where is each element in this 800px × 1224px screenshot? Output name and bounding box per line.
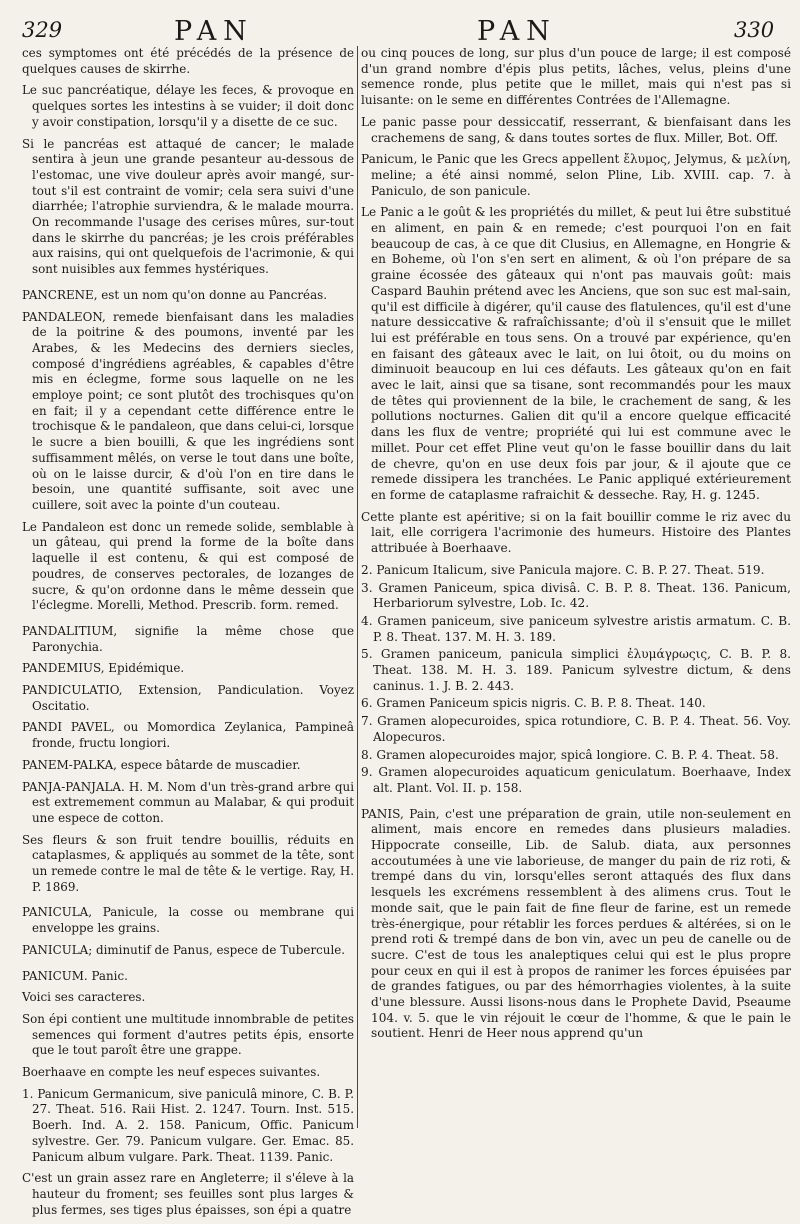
- paragraph: Cette plante est apéritive; si on la fait bouillir comme le riz avec du lait, elle corrigera l'acrimonie des humeurs. Histoire des Plantes attribuée à Boerhaave.: [361, 509, 791, 556]
- entry-panja-panjala: PANJA-PANJALA. H. M. Nom d'un très-grand arbre qui est extremement commun au Malabar, & qui produit une espece de cotton.: [22, 779, 354, 825]
- species-item: 5. Gramen paniceum, panicula simplici ἐλυμάγρωςις, C. B. P. 8. Theat. 138. M. H. 3. 189. Panicum sylvestre dictum, & dens caninus. 1. J. B. 2. 443.: [361, 647, 791, 693]
- species-item: 8. Gramen alopecuroides major, spicâ longiore. C. B. P. 4. Theat. 58.: [361, 747, 779, 762]
- species-item: 3. Gramen Paniceum, spica divisâ. C. B. P. 8. Theat. 136. Panicum, Herbariorum sylvestre, Lob. Ic. 42.: [361, 580, 791, 611]
- species-item: 6. Gramen Paniceum spicis nigris. C. B. P. 8. Theat. 140.: [361, 696, 706, 711]
- paragraph: Panicum, le Panic que les Grecs appellent ἔλυμος, Jelymus, & μελίνη, meline; a été ainsi nommé, selon Pline, Lib. XVIII. cap. 7. à Paniculo, de son panicule.: [361, 152, 791, 198]
- paragraph: C'est un grain assez rare en Angleterre; il s'éleve à la hauteur du froment; ses feuilles sont plus larges & plus fermes, ses tiges plus épaisses, son épi a quatre: [22, 1171, 354, 1217]
- entry-panicum: PANICUM. Panic.: [22, 968, 128, 983]
- species-item: 9. Gramen alopecuroides aquaticum geniculatum. Boerhaave, Index alt. Plant. Vol. II. p. 158.: [361, 765, 791, 795]
- entry-pandalitium: PANDALITIUM, signifie la même chose que Paronychia.: [22, 623, 354, 654]
- paragraph: Son épi contient une multitude innombrable de petites semences qui forment d'autres petits épis, ensorte que le tout paroît être une grappe.: [22, 1011, 354, 1058]
- paragraph: ces symptomes ont été précédés de la présence de quelques causes de skirrhe.: [22, 46, 354, 76]
- paragraph: Le Pandaleon est donc un remede solide, semblable à un gâteau, qui prend la forme de la boîte dans laquelle il est contenu, & qui est composé de poudres, de conserves pectorales, de lozanges de sucre, & qu'on ordonne dans le même dessein que l'éclegme. Morelli, Method. Prescrib. form. remed.: [22, 519, 354, 613]
- entry-pancrene: PANCRENE, est un nom qu'on donne au Pancréas.: [22, 287, 328, 302]
- entry-panicula: PANICULA, Panicule, la cosse ou membrane qui enveloppe les grains.: [22, 905, 354, 936]
- entry-pandi-pavel: PANDI PAVEL, ou Momordica Zeylanica, Pampineâ fronde, fructu longiori.: [22, 720, 354, 751]
- paragraph: Le Panic a le goût & les propriétés du millet, & peut lui être substitué en aliment, en pain & en remede; c'est pourquoi l'on en fait beaucoup de cas, à ce que dit Clusius, en Allemagne, en Hongrie & en Boheme, où l'on s'en sert en aliment, & où l'on prépare de sa graine écossée des gâteaux qui n'ont pas mauvais goût: mais Caspard Bauhin prétend avec les Anciens, que son suc est mal-sain, qu'il est difficile à digérer, qu'il cause des flatulences, qu'il est d'une nature dessiccative & rafraîchissante; d'où il s'ensuit que le millet lui est préférable en tous sens. On a trouvé par expérience, qu'en en faisant des gâteaux avec le lait, on lui ôtoit, ou du moins on diminuoit beaucoup en lui ces défauts. Les gâteaux qu'on en fait avec le lait, ainsi que sa tisane, sont recommandés pour les maux de têtes qui proviennent de la bile, le crachement de sang, & les pollutions nocturnes. Galien dit qu'il a encore quelque efficacité dans les flux de ventre; propriété qui lui est commune avec le millet. Pour cet effet Pline veut qu'on le fasse bouillir dans du lait de chevre, qu'on en use deux fois par jour, & il ajoute que ce remede dissipera les tranchées. Le Panic appliqué extérieurement en forme de cataplasme rafraichit & desseche. Ray, H. g. 1245.: [361, 205, 791, 502]
- species-item: 4. Gramen paniceum, sive paniceum sylvestre aristis armatum. C. B. P. 8. Theat. 137. M. H. 3. 189.: [361, 613, 791, 644]
- entry-panem-palka: PANEM-PALKA, espece bâtarde de muscadier.: [22, 757, 301, 772]
- page-number-left: 329: [22, 18, 63, 42]
- paragraph: ou cinq pouces de long, sur plus d'un pouce de large; il est composé d'un grand nombre d'épis plus petits, lâches, velus, pleins d'une semence ronde, plus petite que le millet, mais qui n'est pas si luisante: on le seme en différentes Contrées de l'Allemagne.: [361, 46, 791, 108]
- species-item: 1. Panicum Germanicum, sive paniculâ minore, C. B. P. 27. Theat. 516. Raii Hist. 2. 1247. Tourn. Inst. 515. Boerh. Ind. A. 2. 158. Panicum, Offic. Panicum sylvestre. Ger. 79. Panicum vulgare. Ger. Emac. 85. Panicum album vulgare. Park. Theat. 1139. Panic.: [22, 1086, 354, 1164]
- right-column: [361, 46, 791, 1048]
- species-item: 2. Panicum Italicum, sive Panicula majore. C. B. P. 27. Theat. 519.: [361, 562, 765, 577]
- running-title-left: PAN: [174, 16, 254, 47]
- paragraph: Le panic passe pour dessiccatif, resserrant, & bienfaisant dans les crachemens de sang, & dans toutes sortes de flux. Miller, Bot. Off.: [361, 114, 791, 145]
- running-header: [22, 14, 790, 50]
- species-item: 7. Gramen alopecuroides, spica rotundiore, C. B. P. 4. Theat. 56. Voy. Alopecuros.: [361, 714, 791, 744]
- paragraph: Ses fleurs & son fruit tendre bouillis, réduits en cataplasmes, & appliqués au sommet de la tête, sont un remede contre le mal de tête & le vertige. Ray, H. P. 1869.: [22, 832, 354, 894]
- page-number-right: 330: [734, 18, 775, 42]
- entry-pandiculatio: PANDICULATIO, Extension, Pandiculation. Voyez Oscitatio.: [22, 683, 354, 713]
- entry-pandemius: PANDEMIUS, Epidémique.: [22, 661, 185, 676]
- paragraph: Le suc pancréatique, délaye les feces, & provoque en quelques sortes les intestins à se vuider; il doit donc y avoir constipation, lorsqu'il y a disette de ce suc.: [22, 83, 354, 129]
- paragraph: Voici ses caracteres.: [22, 990, 146, 1005]
- entry-pandaleon: PANDALEON, remede bienfaisant dans les maladies de la poitrine & des poumons, inventé par les Arabes, & les Medecins des derniers siecles, composé d'ingrédiens agréables, & capables d'être mis en éclegme, forme sous laquelle on ne les employe point; ce sont plutôt des trochisques qu'on en fait; il y a cependant cette différence entre le trochisque & le pandaleon, que dans celui-ci, lorsque le sucre a bien bouilli, & que les ingrédiens sont suffisamment mêlés, on verse le tout dans une boîte, où on le laisse durcir, & d'où l'on en tire dans le besoin, une quantité suffisante, soit avec une cuillere, soit avec la pointe d'un couteau.: [22, 309, 354, 512]
- running-title-right: PAN: [477, 16, 557, 47]
- entry-panicula-diminutif: PANICULA; diminutif de Panus, espece de Tubercule.: [22, 942, 346, 957]
- column-divider: [357, 46, 358, 1128]
- left-column: [22, 46, 354, 1224]
- paragraph: Boerhaave en compte les neuf especes suivantes.: [22, 1065, 321, 1080]
- entry-panis: PANIS, Pain, c'est une préparation de grain, utile non-seulement en aliment, mais encore en remedes dans plusieurs maladies. Hippocrate conseille, Lib. de Salub. diata, aux personnes accoutumées à une vie laborieuse, de manger du pain de riz roti, & trempé dans du vin, lorsqu'elles seront attaqués des flux dans lesquels les excrémens ressemblent à des alimens crus. Tout le monde sait, que le pain fait de fine fleur de farine, est un remede très-énergique, pour rétablir les forces perdues & altérées, si on le prend roti & trempé dans de bon vin, avec un peu de canelle ou de sucre. C'est de tous les analeptiques celui qui est le plus propre pour ceux en qui il est à propos de ranimer les forces épuisées par de grandes fatigues, ou par des hémorrhagies violentes, à la suite d'une blessure. Aussi lisons-nous dans le Prophete David, Pseaume 104. v. 5. que le vin réjouit le cœur de l'homme, & que le pain le soutient. Henri de Heer nous apprend qu'un: [361, 806, 791, 1041]
- paragraph: Si le pancréas est attaqué de cancer; le malade sentira à jeun une grande pesanteur au-dessous de l'estomac, une vive douleur après avoir mangé, sur-tout s'il est contraint de vomir; cela sera suivi d'une diarrhée; l'atrophie surviendra, & le malade mourra. On recommande l'usage des cerises mûres, sur-tout dans le skirrhe du pancréas; je les crois préférables aux raisins, qui ont quelquefois de l'acrimonie, & qui sont nuisibles aux femmes hystériques.: [22, 136, 354, 277]
